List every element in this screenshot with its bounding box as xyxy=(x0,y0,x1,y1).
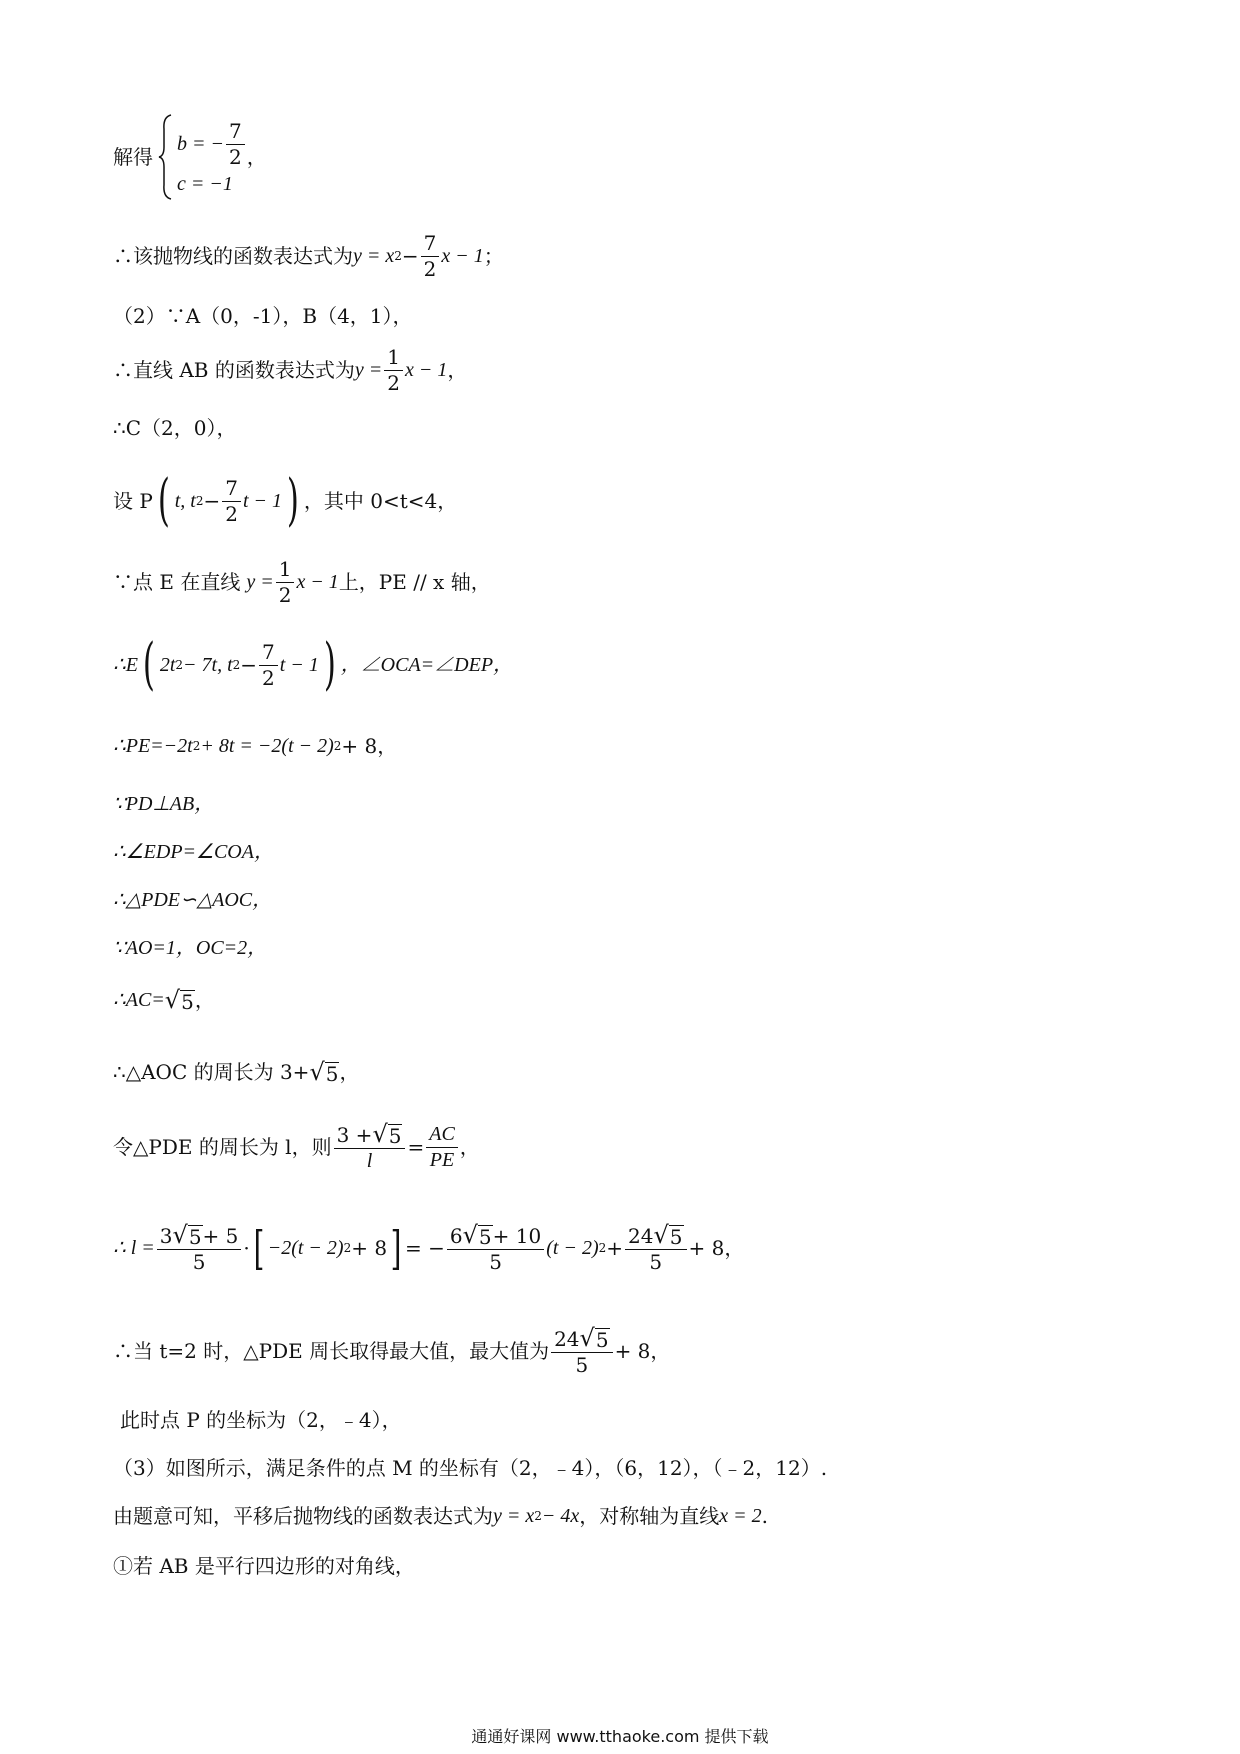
fraction: 24 √ 5 5 xyxy=(551,1326,612,1376)
line-diagonal-case xyxy=(113,1552,415,1580)
fraction: 6 √ 5 + 10 5 xyxy=(447,1223,544,1273)
sup: 2 xyxy=(394,249,402,263)
footer: 通通好课网 www.tthaoke.com 提供下载 xyxy=(471,1727,769,1746)
math: = xyxy=(407,1135,425,1159)
math: · xyxy=(243,1236,250,1260)
math: x = 2 xyxy=(719,1505,762,1527)
left-bracket: [ xyxy=(253,1221,265,1275)
sup: 2 xyxy=(192,739,201,753)
line-max-perimeter xyxy=(113,1318,670,1384)
text: （3）如图所示，满足条件的点 M 的坐标有（2，﹣4），（6，12），（﹣2，12）. xyxy=(113,1456,828,1480)
sup: 2 xyxy=(343,1241,352,1255)
line-pde-ratio xyxy=(113,1114,480,1180)
text: （2）∵A（0，-1），B（4，1）， xyxy=(113,304,413,328)
math: ∴AC= xyxy=(113,989,165,1011)
punct: ， xyxy=(459,1135,480,1159)
punct: ， xyxy=(194,988,215,1012)
math: (t − 2) xyxy=(546,1237,599,1259)
line-ao-oc xyxy=(113,934,267,962)
math: + xyxy=(606,1236,624,1260)
line-similar xyxy=(113,886,272,914)
text: ∴△PDE∽△AOC， xyxy=(113,889,273,911)
line-ab-expression xyxy=(113,342,467,398)
right-paren: ) xyxy=(286,468,299,533)
line-translated-parabola xyxy=(113,1500,768,1532)
line-ac-length xyxy=(113,984,215,1016)
math: + 8 xyxy=(351,1236,388,1260)
math: y = xyxy=(354,359,383,381)
text: ，∠OCA=∠DEP， xyxy=(340,654,514,676)
sup: 2 xyxy=(232,658,241,672)
fraction: $\frac{7}{2}$ xyxy=(421,233,440,280)
math: x − 1 xyxy=(404,359,448,381)
text: ∵PD⊥AB， xyxy=(113,793,215,815)
text: ∴C（2，0）， xyxy=(113,416,237,440)
sup: 2 xyxy=(598,1241,607,1255)
sqrt: √ 5 xyxy=(309,1058,339,1086)
line-pd-perp xyxy=(113,790,214,818)
fraction: $\frac{7}{2}$ xyxy=(222,478,241,525)
text: ∴该抛物线的函数表达式为 xyxy=(113,244,353,268)
line-pe-length xyxy=(113,730,397,762)
text: 上，PE // x 轴， xyxy=(338,570,491,594)
text: ①若 AB 是平行四边形的对角线， xyxy=(113,1554,415,1578)
math: x − 1 xyxy=(441,245,484,267)
text: ∴当 t=2 时，△PDE 周长取得最大值，最大值为 xyxy=(113,1339,550,1363)
math: x − 1 xyxy=(296,571,339,593)
punct: . xyxy=(761,1504,768,1528)
punct: ， xyxy=(246,145,267,169)
left-brace-icon xyxy=(157,113,173,201)
sup: 2 xyxy=(195,494,204,508)
line-point-p xyxy=(113,468,457,534)
text: 由题意可知，平移后抛物线的函数表达式为 xyxy=(113,1504,493,1528)
text: 令△PDE 的周长为 l，则 xyxy=(113,1135,332,1159)
math: y = x xyxy=(353,245,395,267)
math: ∴ l = xyxy=(113,1237,155,1259)
math: − xyxy=(203,489,221,513)
sqrt: √ 5 xyxy=(164,986,194,1014)
sup: 2 xyxy=(333,739,342,753)
fraction: 3 + √ 5 l xyxy=(334,1122,406,1172)
math: 2t xyxy=(159,654,176,676)
text: ，对称轴为直线 xyxy=(579,1504,720,1528)
left-paren: ( xyxy=(142,632,155,697)
fraction: $\frac{1}{2}$ xyxy=(276,559,295,606)
text: 此时点 P 的坐标为（2，﹣4）， xyxy=(120,1408,402,1432)
fraction: 3 √ 5 + 5 5 xyxy=(157,1223,242,1273)
fraction: $\frac{7}{2}$ xyxy=(226,121,245,168)
fraction: $\frac{7}{2}$ xyxy=(259,642,278,689)
line-point-e-condition xyxy=(113,552,491,612)
line-point-p-coords xyxy=(120,1406,402,1434)
solve-word: 解得 xyxy=(113,145,153,169)
line-part3-points xyxy=(113,1454,827,1482)
math: −2(t − 2) xyxy=(267,1237,344,1259)
math: y = x xyxy=(493,1505,535,1527)
math: + 8， xyxy=(341,734,398,758)
text: ∴△AOC 的周长为 3+ xyxy=(113,1060,310,1084)
right-paren: ) xyxy=(323,632,336,697)
system-eq-c: c = −1 xyxy=(177,172,233,195)
math: + 8， xyxy=(614,1339,671,1363)
math: − xyxy=(401,244,419,268)
text: ∴直线 AB 的函数表达式为 xyxy=(113,358,355,382)
line-point-e xyxy=(113,632,513,698)
math: = − xyxy=(405,1236,445,1260)
fraction: $\frac{AC}{PE}$ xyxy=(426,1124,458,1171)
line-point-c xyxy=(113,414,236,442)
math: − 7t, t xyxy=(183,654,233,676)
punct: ， xyxy=(339,1060,360,1084)
line-aoc-perimeter xyxy=(113,1056,359,1088)
text: ∴∠EDP=∠COA， xyxy=(113,841,274,863)
fraction: $\frac{1}{2}$ xyxy=(384,347,403,394)
sup: 2 xyxy=(175,658,184,672)
sup: 2 xyxy=(534,1509,542,1523)
text: ∵AO=1，OC=2， xyxy=(113,937,268,959)
math: + 8， xyxy=(688,1236,745,1260)
text: ，其中 0<t<4， xyxy=(303,489,458,513)
punct: ； xyxy=(483,244,504,268)
math: − xyxy=(240,653,258,677)
fraction: 24 √ 5 5 xyxy=(625,1223,686,1273)
math: y = xyxy=(246,571,274,593)
math: − 4x xyxy=(541,1505,580,1527)
punct: ， xyxy=(447,358,468,382)
line-part2-points xyxy=(113,302,413,330)
line-l-expression xyxy=(113,1214,744,1282)
math: t − 1 xyxy=(242,490,283,512)
math: t, t xyxy=(174,490,196,512)
text: 设 P xyxy=(113,489,153,513)
math: t − 1 xyxy=(279,654,319,676)
text: ∴E xyxy=(113,654,138,676)
line-angle-equal xyxy=(113,838,274,866)
line-parabola-expression xyxy=(113,228,504,284)
text: ∵点 E 在直线 xyxy=(113,570,241,594)
right-bracket: ] xyxy=(390,1221,402,1275)
left-paren: ( xyxy=(157,468,170,533)
system-eq-b: b = − xyxy=(177,133,224,155)
math: ∴PE=−2t xyxy=(113,735,193,757)
math: + 8t = −2(t − 2) xyxy=(200,735,334,757)
line-solve-system xyxy=(113,112,267,202)
